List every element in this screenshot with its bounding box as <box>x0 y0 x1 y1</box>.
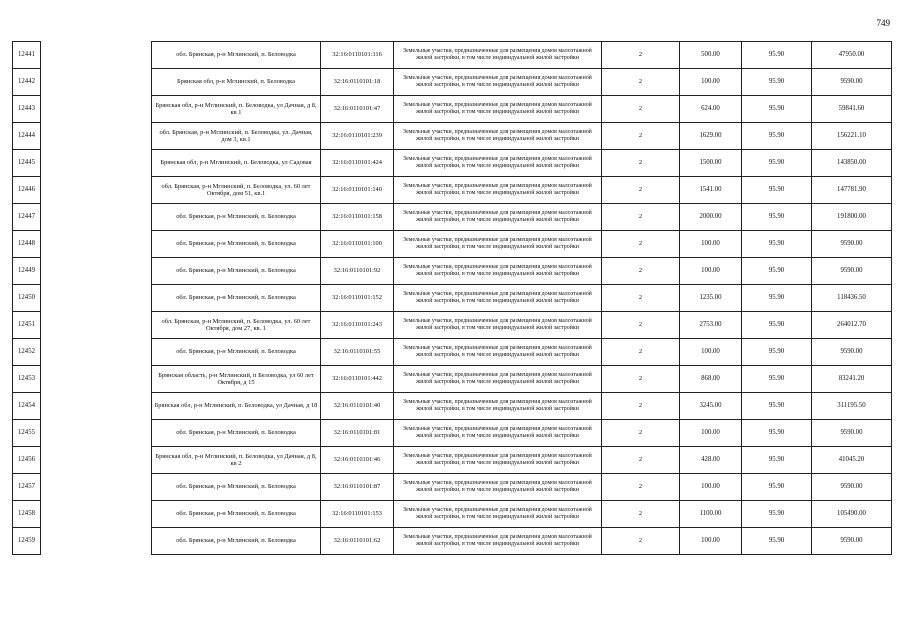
rate-cell: 95.90 <box>742 150 812 177</box>
address-cell: обл. Брянская, р-н Мглинский, п. Беловодка <box>152 285 321 312</box>
address-cell: обл. Брянская, р-н Мглинский, п. Беловодка <box>152 42 321 69</box>
group-cell: 2 <box>602 501 680 528</box>
permitted-use-cell: Земельные участки, предназначенные для размещения домов малоэтажной жилой застройки, в том числе индивидуальной жилой застройки <box>394 42 602 69</box>
blank-cell <box>41 150 152 177</box>
blank-cell <box>41 339 152 366</box>
table-row <box>13 204 892 231</box>
table-row <box>13 501 892 528</box>
area-cell: 100.00 <box>680 420 742 447</box>
cadastral-number-cell: 32:16:0110101:153 <box>321 501 394 528</box>
blank-cell <box>41 69 152 96</box>
cadastral-number-cell: 32:16:0110101:46 <box>321 447 394 474</box>
permitted-use-cell: Земельные участки, предназначенные для размещения домов малоэтажной жилой застройки, в том числе индивидуальной жилой застройки <box>394 393 602 420</box>
group-cell: 2 <box>602 69 680 96</box>
blank-cell <box>41 474 152 501</box>
group-cell: 2 <box>602 123 680 150</box>
group-cell: 2 <box>602 393 680 420</box>
area-cell: 1629.00 <box>680 123 742 150</box>
address-cell: Брянская обл, р-н Мглинский, п. Беловодка, ул Дачная, д 8, кв 1 <box>152 96 321 123</box>
cadastral-value-cell: 143850.00 <box>812 150 892 177</box>
permitted-use-cell: Земельные участки, предназначенные для размещения домов малоэтажной жилой застройки, в том числе индивидуальной жилой застройки <box>394 312 602 339</box>
cadastral-value-cell: 9590.00 <box>812 231 892 258</box>
rate-cell: 95.90 <box>742 42 812 69</box>
rate-cell: 95.90 <box>742 420 812 447</box>
row-number-cell: 12456 <box>13 447 41 474</box>
area-cell: 624.00 <box>680 96 742 123</box>
group-cell: 2 <box>602 177 680 204</box>
row-number-cell: 12451 <box>13 312 41 339</box>
blank-cell <box>41 177 152 204</box>
table-row <box>13 177 892 204</box>
cadastral-value-cell: 83241.20 <box>812 366 892 393</box>
table-body <box>13 42 892 555</box>
cadastral-number-cell: 32:16:0110101:243 <box>321 312 394 339</box>
blank-cell <box>41 501 152 528</box>
cadastral-number-cell: 32:16:0110101:140 <box>321 177 394 204</box>
area-cell: 2000.00 <box>680 204 742 231</box>
row-number-cell: 12452 <box>13 339 41 366</box>
cadastral-number-cell: 32:16:0110101:47 <box>321 96 394 123</box>
cadastral-value-cell: 156221.10 <box>812 123 892 150</box>
rate-cell: 95.90 <box>742 447 812 474</box>
area-cell: 100.00 <box>680 69 742 96</box>
permitted-use-cell: Земельные участки, предназначенные для размещения домов малоэтажной жилой застройки, в том числе индивидуальной жилой застройки <box>394 177 602 204</box>
blank-cell <box>41 42 152 69</box>
row-number-cell: 12448 <box>13 231 41 258</box>
address-cell: обл. Брянская, р-н Мглинский, п. Беловодка <box>152 339 321 366</box>
row-number-cell: 12446 <box>13 177 41 204</box>
address-cell: обл. Брянская, р-н Мглинский, п. Беловодка <box>152 528 321 555</box>
rate-cell: 95.90 <box>742 231 812 258</box>
rate-cell: 95.90 <box>742 393 812 420</box>
rate-cell: 95.90 <box>742 177 812 204</box>
rate-cell: 95.90 <box>742 204 812 231</box>
area-cell: 100.00 <box>680 258 742 285</box>
permitted-use-cell: Земельные участки, предназначенные для размещения домов малоэтажной жилой застройки, в том числе индивидуальной жилой застройки <box>394 150 602 177</box>
cadastral-number-cell: 32:16:0110101:424 <box>321 150 394 177</box>
address-cell: Брянская обл, р-н Мглинский, п. Беловодка, ул Дачная, д 18 <box>152 393 321 420</box>
address-cell: Брянская обл, р-н Мглинский, п. Беловодка, ул Садовая <box>152 150 321 177</box>
permitted-use-cell: Земельные участки, предназначенные для размещения домов малоэтажной жилой застройки, в том числе индивидуальной жилой застройки <box>394 285 602 312</box>
cadastral-number-cell: 32:16:0110101:87 <box>321 474 394 501</box>
table-row <box>13 123 892 150</box>
table-row <box>13 312 892 339</box>
blank-cell <box>41 366 152 393</box>
cadastral-value-cell: 9590.00 <box>812 528 892 555</box>
group-cell: 2 <box>602 339 680 366</box>
table-row <box>13 150 892 177</box>
area-cell: 868.00 <box>680 366 742 393</box>
address-cell: обл. Брянская, р-н Мглинский, п. Беловодка <box>152 204 321 231</box>
rate-cell: 95.90 <box>742 69 812 96</box>
area-cell: 100.00 <box>680 231 742 258</box>
group-cell: 2 <box>602 150 680 177</box>
cadastral-value-cell: 191800.00 <box>812 204 892 231</box>
cadastral-value-cell: 311195.50 <box>812 393 892 420</box>
row-number-cell: 12442 <box>13 69 41 96</box>
cadastral-value-cell: 9590.00 <box>812 69 892 96</box>
blank-cell <box>41 528 152 555</box>
row-number-cell: 12450 <box>13 285 41 312</box>
group-cell: 2 <box>602 42 680 69</box>
cadastral-value-cell: 264012.70 <box>812 312 892 339</box>
permitted-use-cell: Земельные участки, предназначенные для размещения домов малоэтажной жилой застройки, в том числе индивидуальной жилой застройки <box>394 69 602 96</box>
cadastral-number-cell: 32:16:0110101:158 <box>321 204 394 231</box>
table-row <box>13 96 892 123</box>
permitted-use-cell: Земельные участки, предназначенные для размещения домов малоэтажной жилой застройки, в том числе индивидуальной жилой застройки <box>394 96 602 123</box>
cadastral-value-cell: 105490.00 <box>812 501 892 528</box>
rate-cell: 95.90 <box>742 474 812 501</box>
group-cell: 2 <box>602 528 680 555</box>
cadastral-number-cell: 32:16:0110101:92 <box>321 258 394 285</box>
permitted-use-cell: Земельные участки, предназначенные для размещения домов малоэтажной жилой застройки, в том числе индивидуальной жилой застройки <box>394 420 602 447</box>
cadastral-number-cell: 32:16:0110101:18 <box>321 69 394 96</box>
group-cell: 2 <box>602 285 680 312</box>
address-cell: обл. Брянская, р-н Мглинский, п. Беловодка <box>152 501 321 528</box>
rate-cell: 95.90 <box>742 339 812 366</box>
table-row <box>13 474 892 501</box>
cadastral-value-cell: 147781.90 <box>812 177 892 204</box>
row-number-cell: 12453 <box>13 366 41 393</box>
address-cell: обл. Брянская, р-н Мглинский, п. Беловодка, ул. 60 лет Октября, дом 27, кв. 1 <box>152 312 321 339</box>
area-cell: 1100.00 <box>680 501 742 528</box>
row-number-cell: 12459 <box>13 528 41 555</box>
area-cell: 1500.00 <box>680 150 742 177</box>
area-cell: 100.00 <box>680 474 742 501</box>
table-row <box>13 42 892 69</box>
cadastral-number-cell: 32:16:0110101:116 <box>321 42 394 69</box>
blank-cell <box>41 420 152 447</box>
group-cell: 2 <box>602 96 680 123</box>
area-cell: 500.00 <box>680 42 742 69</box>
group-cell: 2 <box>602 258 680 285</box>
cadastral-number-cell: 32:16:0110101:100 <box>321 231 394 258</box>
row-number-cell: 12449 <box>13 258 41 285</box>
cadastral-number-cell: 32:16:0110101:40 <box>321 393 394 420</box>
table-row <box>13 420 892 447</box>
rate-cell: 95.90 <box>742 123 812 150</box>
group-cell: 2 <box>602 204 680 231</box>
cadastral-value-cell: 118436.50 <box>812 285 892 312</box>
address-cell: обл. Брянская, р-н Мглинский, п. Беловодка, ул. Дачная, дом 3, кв.1 <box>152 123 321 150</box>
group-cell: 2 <box>602 366 680 393</box>
row-number-cell: 12445 <box>13 150 41 177</box>
row-number-cell: 12444 <box>13 123 41 150</box>
area-cell: 2753.00 <box>680 312 742 339</box>
permitted-use-cell: Земельные участки, предназначенные для размещения домов малоэтажной жилой застройки, в том числе индивидуальной жилой застройки <box>394 501 602 528</box>
permitted-use-cell: Земельные участки, предназначенные для размещения домов малоэтажной жилой застройки, в том числе индивидуальной жилой застройки <box>394 474 602 501</box>
address-cell: обл. Брянская, р-н Мглинский, п. Беловодка <box>152 231 321 258</box>
cadastral-value-cell: 47950.00 <box>812 42 892 69</box>
blank-cell <box>41 231 152 258</box>
area-cell: 100.00 <box>680 528 742 555</box>
area-cell: 1541.00 <box>680 177 742 204</box>
table-row <box>13 339 892 366</box>
cadastral-number-cell: 32:16:0110101:81 <box>321 420 394 447</box>
rate-cell: 95.90 <box>742 366 812 393</box>
cadastral-value-cell: 9590.00 <box>812 339 892 366</box>
area-cell: 428.00 <box>680 447 742 474</box>
area-cell: 3245.00 <box>680 393 742 420</box>
table-row <box>13 366 892 393</box>
page-number: 749 <box>876 18 890 28</box>
permitted-use-cell: Земельные участки, предназначенные для размещения домов малоэтажной жилой застройки, в том числе индивидуальной жилой застройки <box>394 231 602 258</box>
cadastral-number-cell: 32:16:0110101:62 <box>321 528 394 555</box>
rate-cell: 95.90 <box>742 96 812 123</box>
table-row <box>13 393 892 420</box>
cadastral-number-cell: 32:16:0110101:152 <box>321 285 394 312</box>
table-row <box>13 528 892 555</box>
address-cell: обл. Брянская, р-н Мглинский, п. Беловодка <box>152 474 321 501</box>
cadastral-number-cell: 32:16:0110101:55 <box>321 339 394 366</box>
group-cell: 2 <box>602 231 680 258</box>
cadastral-value-cell: 9590.00 <box>812 258 892 285</box>
row-number-cell: 12454 <box>13 393 41 420</box>
cadastral-value-cell: 41045.20 <box>812 447 892 474</box>
row-number-cell: 12443 <box>13 96 41 123</box>
permitted-use-cell: Земельные участки, предназначенные для размещения домов малоэтажной жилой застройки, в том числе индивидуальной жилой застройки <box>394 528 602 555</box>
permitted-use-cell: Земельные участки, предназначенные для размещения домов малоэтажной жилой застройки, в том числе индивидуальной жилой застройки <box>394 204 602 231</box>
address-cell: Брянская обл, р-н Мглинский, п. Беловодка, ул Дачная, д 8, кв 2 <box>152 447 321 474</box>
row-number-cell: 12447 <box>13 204 41 231</box>
cadastral-number-cell: 32:16:0110101:239 <box>321 123 394 150</box>
cadastral-value-cell: 9590.00 <box>812 474 892 501</box>
rate-cell: 95.90 <box>742 258 812 285</box>
blank-cell <box>41 258 152 285</box>
table-row <box>13 258 892 285</box>
permitted-use-cell: Земельные участки, предназначенные для размещения домов малоэтажной жилой застройки, в том числе индивидуальной жилой застройки <box>394 339 602 366</box>
group-cell: 2 <box>602 474 680 501</box>
table-row <box>13 231 892 258</box>
address-cell: обл. Брянская, р-н Мглинский, п. Беловодка <box>152 258 321 285</box>
row-number-cell: 12457 <box>13 474 41 501</box>
cadastral-value-cell: 9590.00 <box>812 420 892 447</box>
address-cell: Брянская обл, р-н Мглинский, п. Беловодка <box>152 69 321 96</box>
table-row <box>13 69 892 96</box>
area-cell: 1235.00 <box>680 285 742 312</box>
row-number-cell: 12458 <box>13 501 41 528</box>
permitted-use-cell: Земельные участки, предназначенные для размещения домов малоэтажной жилой застройки, в том числе индивидуальной жилой застройки <box>394 123 602 150</box>
row-number-cell: 12441 <box>13 42 41 69</box>
blank-cell <box>41 123 152 150</box>
blank-cell <box>41 393 152 420</box>
address-cell: обл. Брянская, р-н Мглинский, п. Беловодка, ул. 60 лет Октября, дом 51, кв.1 <box>152 177 321 204</box>
permitted-use-cell: Земельные участки, предназначенные для размещения домов малоэтажной жилой застройки, в том числе индивидуальной жилой застройки <box>394 258 602 285</box>
permitted-use-cell: Земельные участки, предназначенные для размещения домов малоэтажной жилой застройки, в том числе индивидуальной жилой застройки <box>394 447 602 474</box>
land-plots-table <box>12 41 892 555</box>
rate-cell: 95.90 <box>742 285 812 312</box>
rate-cell: 95.90 <box>742 312 812 339</box>
group-cell: 2 <box>602 312 680 339</box>
address-cell: обл. Брянская, р-н Мглинский, п. Беловодка <box>152 420 321 447</box>
blank-cell <box>41 285 152 312</box>
blank-cell <box>41 96 152 123</box>
blank-cell <box>41 447 152 474</box>
cadastral-value-cell: 59841.60 <box>812 96 892 123</box>
permitted-use-cell: Земельные участки, предназначенные для размещения домов малоэтажной жилой застройки, в том числе индивидуальной жилой застройки <box>394 366 602 393</box>
blank-cell <box>41 204 152 231</box>
table-row <box>13 285 892 312</box>
area-cell: 100.00 <box>680 339 742 366</box>
blank-cell <box>41 312 152 339</box>
rate-cell: 95.90 <box>742 501 812 528</box>
group-cell: 2 <box>602 420 680 447</box>
row-number-cell: 12455 <box>13 420 41 447</box>
cadastral-number-cell: 32:16:0110101:442 <box>321 366 394 393</box>
table-row <box>13 447 892 474</box>
address-cell: Брянская область, р-н Мглинский, п Беловодка, ул 60 лет Октября, д 15 <box>152 366 321 393</box>
group-cell: 2 <box>602 447 680 474</box>
rate-cell: 95.90 <box>742 528 812 555</box>
